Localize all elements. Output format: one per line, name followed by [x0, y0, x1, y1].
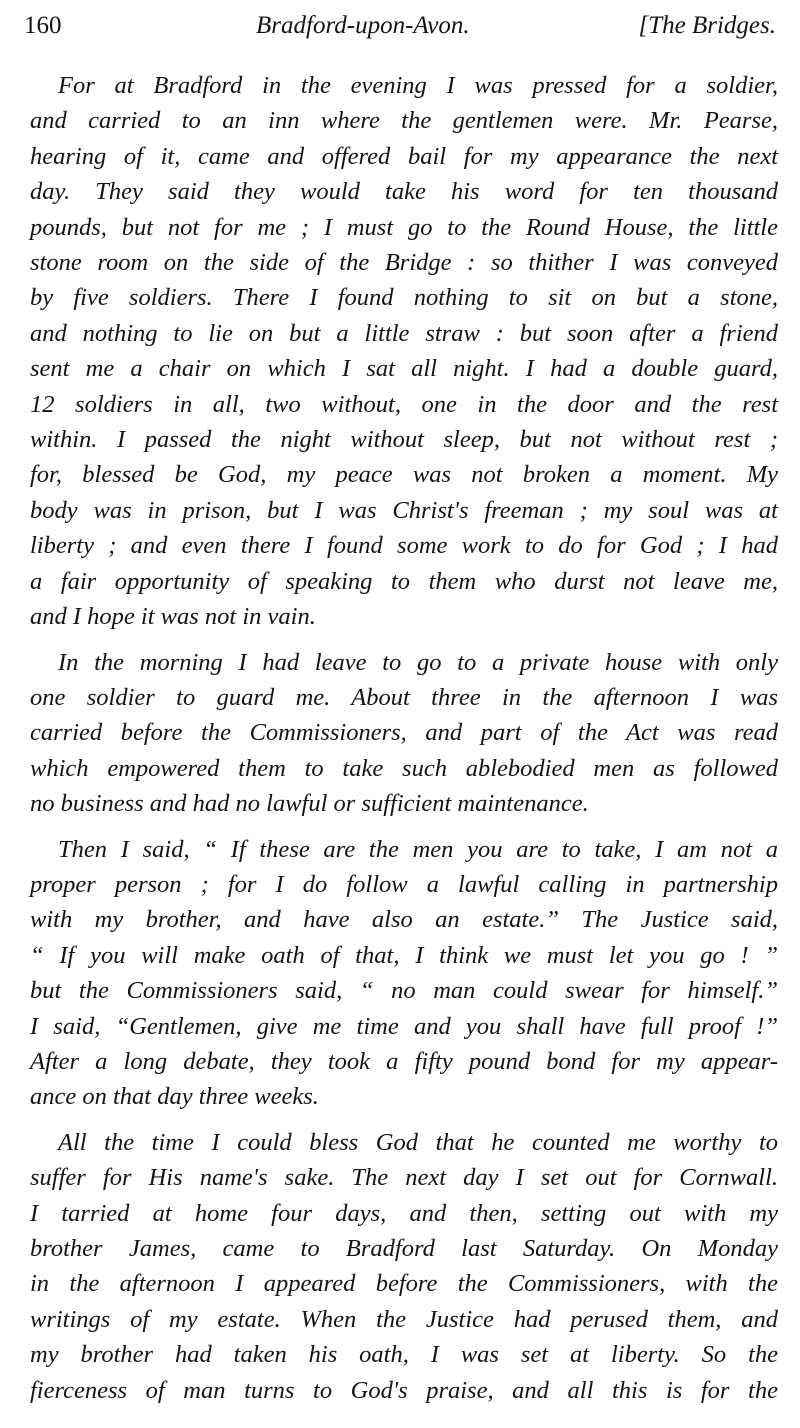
text-line: and I hope it was not in vain. [30, 603, 316, 631]
text-line: All the time I could bless God that he counted me worthy to [58, 1128, 778, 1156]
page-number: 160 [24, 12, 62, 39]
paragraph [30, 832, 778, 1115]
text-line: 12 soldiers in all, two without, one in the door and the rest [30, 390, 778, 418]
text-line: within. I passed the night without sleep, but not without rest ; [30, 426, 778, 454]
text-line: ance on that day three weeks. [30, 1083, 319, 1111]
text-line: pounds, but not for me ; I must go to the Round House, the little [30, 213, 778, 241]
paragraph [30, 68, 778, 635]
text-line: “ If you will make oath of that, I think we must let you go ! ” [30, 941, 778, 969]
text-line: my brother had taken his oath, I was set at liberty. So the [30, 1341, 778, 1369]
text-line: which empowered them to take such ablebodied men as followed [30, 754, 778, 782]
paragraph [30, 645, 778, 822]
page-header [24, 8, 776, 44]
text-line: proper person ; for I do follow a lawful calling in partnership [30, 870, 778, 898]
text-line: for, blessed be God, my peace was not broken a moment. My [30, 461, 778, 489]
text-line: writings of my estate. When the Justice had perused them, and [30, 1305, 778, 1333]
text-line: brother James, came to Bradford last Saturday. On Monday [30, 1235, 778, 1262]
text-line: one soldier to guard me. About three in the afternoon I was [30, 683, 778, 711]
section-title: [The Bridges. [638, 12, 776, 39]
text-line: day. They said they would take his word for ten thousand [30, 178, 778, 206]
body-text [30, 68, 778, 1418]
text-line: liberty ; and even there I found some work to do for God ; I had [30, 532, 778, 560]
text-line: and carried to an inn where the gentlemen were. Mr. Pearse, [30, 107, 778, 135]
text-line: suffer for His name's sake. The next day I set out for Cornwall. [30, 1164, 778, 1192]
text-line: with my brother, and have also an estate.” The Justice said, [30, 906, 778, 934]
text-line: body was in prison, but I was Christ's freeman ; my soul was at [30, 496, 778, 524]
text-line: sent me a chair on which I sat all night. I had a double guard, [30, 355, 778, 383]
text-line: and nothing to lie on but a little straw : but soon after a friend [30, 319, 778, 347]
text-line: in the afternoon I appeared before the Commissioners, with the [30, 1270, 778, 1298]
text-line: by five soldiers. There I found nothing to sit on but a stone, [30, 284, 778, 312]
text-line: but the Commissioners said, “ no man could swear for himself.” [30, 977, 778, 1005]
text-line: fierceness of man turns to God's praise, and all this is for the [30, 1376, 778, 1404]
text-line: I said, “Gentlemen, give me time and you shall have full proof !” [30, 1012, 778, 1040]
text-line: no business and had no lawful or sufficient maintenance. [30, 790, 589, 818]
text-line: In the morning I had leave to go to a private house with only [58, 648, 778, 676]
text-line: For at Bradford in the evening I was pressed for a soldier, [58, 72, 778, 99]
text-line: carried before the Commissioners, and part of the Act was read [30, 719, 778, 747]
text-line: stone room on the side of the Bridge : so thither I was conveyed [30, 249, 778, 277]
text-line: a fair opportunity of speaking to them who durst not leave me, [30, 567, 778, 595]
text-line: I tarried at home four days, and then, setting out with my [30, 1199, 778, 1227]
text-line: Then I said, “ If these are the men you are to take, I am not a [58, 835, 778, 863]
text-line: After a long debate, they took a fifty pound bond for my appear- [30, 1047, 778, 1075]
text-line: hearing of it, came and offered bail for my appearance the next [30, 142, 778, 170]
paragraph [30, 1125, 778, 1408]
running-title: Bradford-upon-Avon. [256, 12, 470, 39]
